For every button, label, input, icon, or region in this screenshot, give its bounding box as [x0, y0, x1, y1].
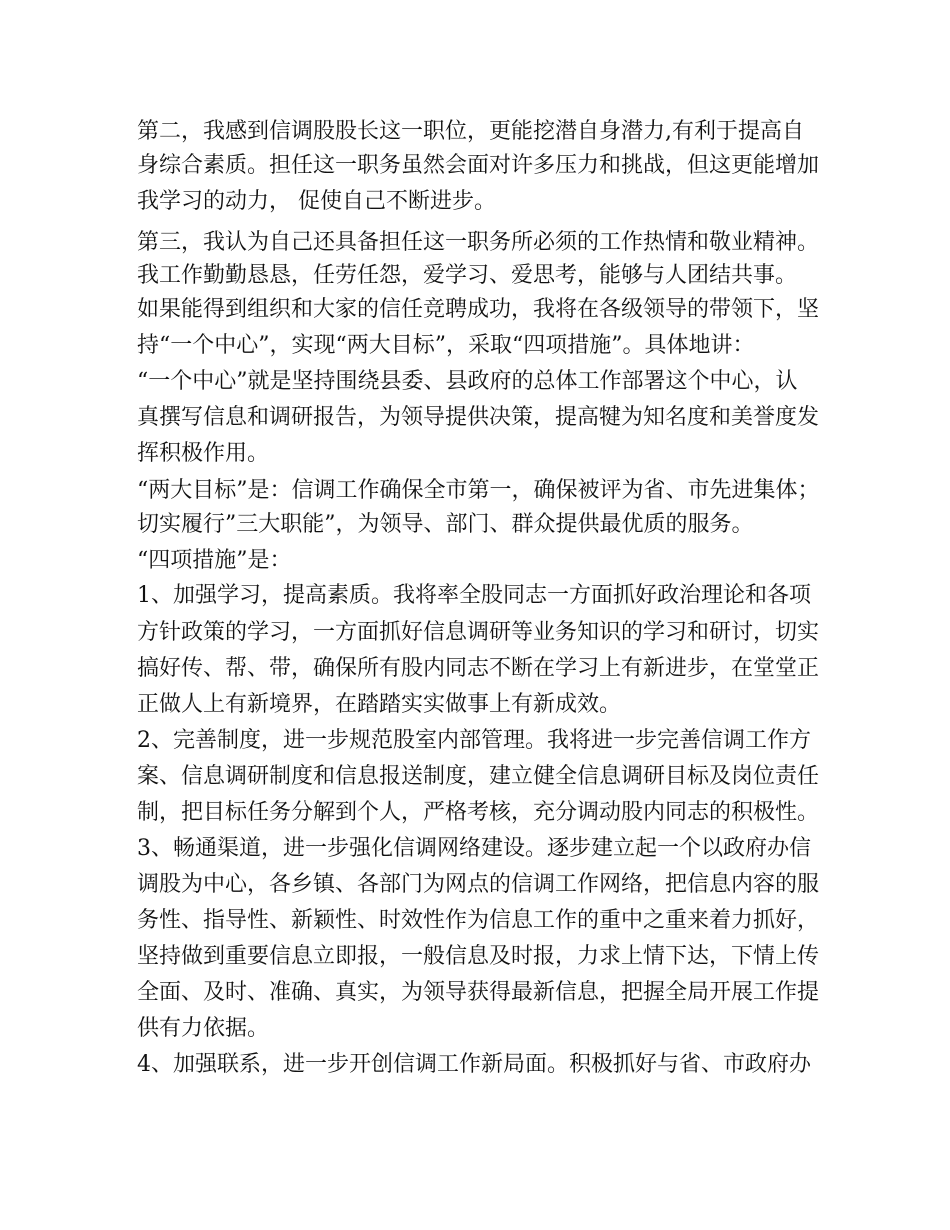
text-line: 切实履行”三大职能”，为领导、部门、群众提供最优质的服务。 [137, 512, 754, 537]
text-line: 我学习的动力， 促使自己不断进步。 [137, 189, 496, 214]
text-line: 3、畅通渠道，进一步强化信调网络建设。逐步建立起一个以政府办信 [137, 836, 811, 861]
text-line: “四项措施”是： [137, 548, 292, 573]
text-line: 如果能得到组织和大家的信任竞聘成功，我将在各级领导的带领下，坚 [137, 297, 820, 322]
text-line: 坚持做到重要信息立即报，一般信息及时报，力求上情下达，下情上传 [137, 944, 820, 969]
text-line: 4、加强联系，进一步开创信调工作新局面。积极抓好与省、市政府办 [137, 1052, 811, 1077]
text-line: 案、信息调研制度和信息报送制度，建立健全信息调研目标及岗位责任 [137, 764, 820, 789]
text-line: 我工作勤勤恳恳，任劳任怨，爱学习、爱思考，能够与人团结共事。 [137, 263, 798, 288]
text-line: 调股为中心，各乡镇、各部门为网点的信调工作网络，把信息内容的服 [137, 872, 820, 897]
text-line: 第二，我感到信调股股长这一职位，更能挖潜自身潜力,有利于提高自 [137, 119, 804, 144]
text-line: 真撰写信息和调研报告，为领导提供决策，提高犍为知名度和美誉度发 [137, 405, 820, 430]
text-line: 挥积极作用。 [137, 441, 270, 466]
text-line: 正做人上有新境界，在踏踏实实做事上有新成效。 [137, 692, 622, 717]
text-line: 方针政策的学习，一方面抓好信息调研等业务知识的学习和研讨，切实 [137, 620, 820, 645]
text-line: 第三，我认为自己还具备担任这一职务所必须的工作热情和敬业精神。 [137, 230, 820, 255]
text-line: 制，把目标任务分解到个人，严格考核，充分调动股内同志的积极性。 [137, 800, 820, 825]
text-line: 身综合素质。担任这一职务虽然会面对许多压力和挑战，但这更能增加 [137, 153, 820, 178]
text-line: 供有力依据。 [137, 1016, 270, 1041]
text-line: 全面、及时、准确、真实，为领导获得最新信息，把握全局开展工作提 [137, 980, 820, 1005]
text-line: 务性、指导性、新颖性、时效性作为信息工作的重中之重来着力抓好， [137, 908, 820, 933]
text-line: 持“一个中心”，实现“两大目标”，采取“四项措施”。具体地讲： [137, 333, 755, 358]
text-line: “两大目标”是：信调工作确保全市第一，确保被评为省、市先进集体； [137, 478, 820, 503]
text-line: 搞好传、帮、带，确保所有股内同志不断在学习上有新进步，在堂堂正 [137, 656, 820, 681]
text-line: 1、加强学习，提高素质。我将率全股同志一方面抓好政治理论和各项 [137, 583, 811, 608]
text-line: 2、完善制度，进一步规范股室内部管理。我将进一步完善信调工作方 [137, 728, 811, 753]
text-line: “一个中心”就是坚持围绕县委、县政府的总体工作部署这个中心，认 [137, 369, 798, 394]
